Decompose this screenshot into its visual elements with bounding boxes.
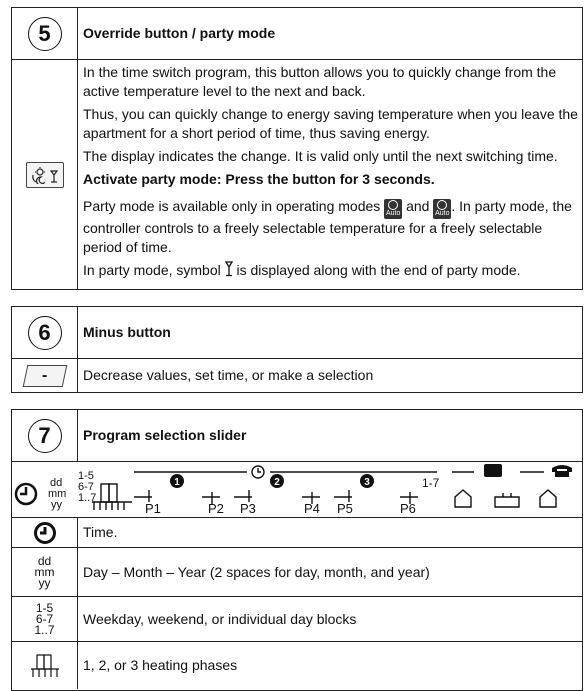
strip-mm: mm	[48, 488, 67, 500]
day-blocks-icon	[34, 600, 55, 637]
minus-glyph: -	[41, 366, 48, 384]
section-7-number-cell	[12, 410, 78, 461]
override-button-icon[interactable]	[26, 162, 64, 188]
override-button-cell	[12, 60, 78, 289]
heating-phases-description: 1, 2, or 3 heating phases	[83, 657, 238, 673]
section-5-body	[12, 60, 582, 289]
date-yy: yy	[38, 575, 51, 590]
days-1-5: 1-5	[35, 600, 54, 615]
strip-phase-2: 2	[274, 477, 280, 488]
section-7-row-date	[12, 548, 582, 597]
party-symbol-text-b: is displayed along with the end of party mode.	[236, 262, 521, 278]
auto-label: Auto	[385, 210, 401, 217]
section-5-header	[12, 8, 582, 60]
section-5-party-mode-instruction: Activate party mode: Press the button for 3 seconds.	[83, 171, 435, 187]
auto-label: Auto	[435, 210, 450, 217]
section-5-paragraph-1: In the time switch program, this button allows you to quickly change from the active temperature level to the next and back.	[83, 64, 557, 99]
section-number-7: 7	[28, 419, 62, 453]
section-7-row-days	[12, 597, 582, 642]
section-number-5: 5	[28, 17, 62, 51]
party-mode-text-c: . In party mode, the controller controls to a freely selectable temperature for a freely selectable period of time.	[83, 198, 572, 255]
strip-dd: dd	[50, 477, 63, 489]
section-6-header	[12, 307, 582, 359]
day-blocks-icon-cell	[12, 597, 78, 641]
strip-p1: P1	[145, 501, 161, 516]
strip-days-1-7: 1..7	[78, 492, 97, 504]
minus-button-icon[interactable]	[22, 365, 67, 387]
section-7-row-phases	[12, 642, 582, 689]
party-symbol-text-a: In party mode, symbol	[83, 262, 221, 278]
section-7-row-time	[12, 518, 582, 548]
time-icon-cell	[12, 518, 78, 547]
section-7-table	[11, 409, 583, 691]
strip-p2: P2	[208, 501, 224, 516]
strip-days-1-5: 1-5	[78, 470, 94, 482]
date-description: Day – Month – Year (2 spaces for day, month, and year)	[83, 563, 430, 580]
section-6-description: Decrease values, set time, or make a selection	[83, 367, 374, 383]
auto-mode-icon	[433, 199, 451, 219]
heating-phases-icon-cell	[12, 642, 78, 689]
section-7-header	[12, 410, 582, 462]
time-description: Time.	[83, 524, 118, 540]
days-6-7: 6-7	[35, 611, 54, 626]
section-6-body	[12, 359, 582, 392]
section-5-text	[78, 60, 582, 289]
party-glass-icon	[225, 261, 233, 277]
minus-button-cell	[12, 359, 78, 392]
strip-phase-3: 3	[364, 477, 370, 488]
strip-p6: P6	[400, 501, 416, 516]
section-5-paragraph-2: Thus, you can quickly change to energy saving temperature when you leave the apartment for a short period of time, thus saving energy.	[83, 106, 578, 141]
section-5-paragraph-6	[83, 261, 578, 280]
heating-phases-icon	[29, 651, 61, 681]
section-number-6: 6	[28, 316, 62, 350]
section-5-title: Override button / party mode	[83, 25, 276, 41]
section-5-table	[11, 7, 583, 290]
section-6-table	[11, 306, 583, 393]
program-selection-strip	[12, 462, 582, 518]
date-format-icon	[34, 553, 55, 590]
strip-phase-1: 1	[174, 477, 180, 488]
section-5-number-cell	[12, 8, 78, 59]
section-6-title: Minus button	[83, 324, 171, 340]
strip-yy: yy	[51, 499, 62, 511]
section-5-paragraph-5	[83, 197, 578, 257]
party-mode-text-a: Party mode is available only in operating modes	[83, 198, 381, 214]
date-icon-cell	[12, 548, 78, 596]
program-strip-diagram	[12, 462, 582, 517]
section-5-paragraph-3: The display indicates the change. It is valid only until the next switching time.	[83, 148, 558, 164]
party-mode-text-b: and	[406, 198, 430, 214]
strip-days-6-7: 6-7	[78, 481, 94, 493]
strip-p4: P4	[304, 501, 320, 516]
day-blocks-description: Weekday, weekend, or individual day blocks	[83, 610, 357, 627]
section-6-number-cell	[12, 307, 78, 358]
strip-p3: P3	[240, 501, 256, 516]
date-mm: mm	[34, 564, 55, 579]
clock-icon	[33, 521, 57, 545]
strip-all-days: 1-7	[422, 476, 440, 490]
auto-mode-icon	[384, 199, 402, 219]
days-1-7: 1..7	[34, 622, 55, 637]
section-7-title: Program selection slider	[83, 427, 247, 443]
date-dd: dd	[37, 553, 52, 568]
strip-p5: P5	[337, 501, 353, 516]
